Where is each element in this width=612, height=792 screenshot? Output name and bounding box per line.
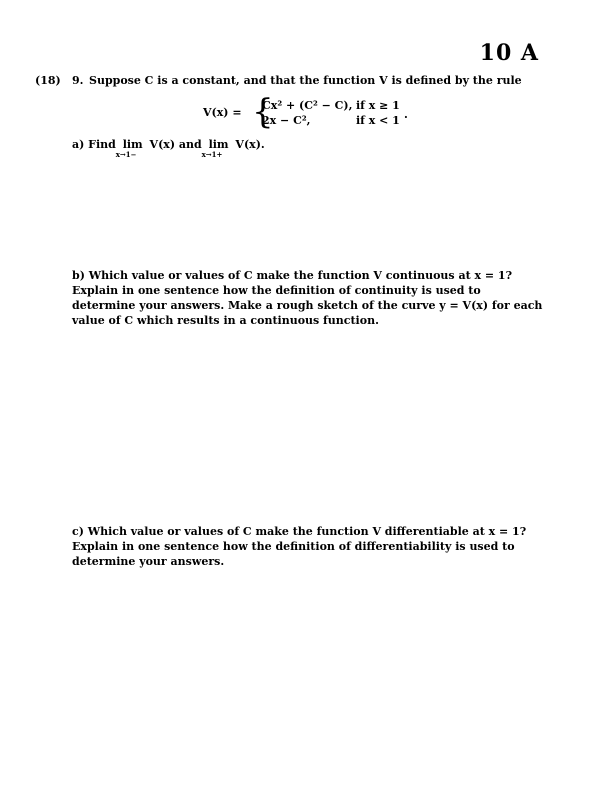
definition-trailing-dot: . [404,108,408,121]
and-word: and [178,138,202,151]
left-limit-function: V(x) [149,138,176,151]
left-limit [115,138,146,159]
left-limit-subscript: x→1− [115,150,137,159]
right-limit-subscript: x→1+ [201,150,223,159]
case2-expression: 2x − C², [262,114,311,127]
lim-word: lim [122,138,143,151]
lim-word-2: lim [208,138,229,151]
part-a [72,138,265,159]
left-brace: { [252,92,274,132]
question-intro: Suppose C is a constant, and that the function V is defined by the rule [89,74,522,87]
part-c: c) Which value or values of C make the function V differentiable at x = 1? Explain in one sentence how the definition of differentiability is used to determine your answers. [72,525,527,568]
case1-condition: if x ≥ 1 [356,99,400,112]
part-b: b) Which value or values of C make the function V continuous at x = 1? Explain in one sentence how the definition of continuity is used to determine your answers. Make a rough sketch of the curve y = V(x) for each value of C which results in a continuous function. [72,269,543,327]
case1-expression: Cx² + (C² − C), [262,99,353,112]
part-a-label: a) Find [72,138,116,151]
right-limit [201,138,232,159]
question-number: 9. [72,74,84,87]
case2-condition: if x < 1 [356,114,400,127]
question-points: (18) [35,74,61,87]
page-number: 10 A [479,40,539,66]
definition-lhs: V(x) = [203,106,242,119]
right-limit-function: V(x). [235,138,265,151]
